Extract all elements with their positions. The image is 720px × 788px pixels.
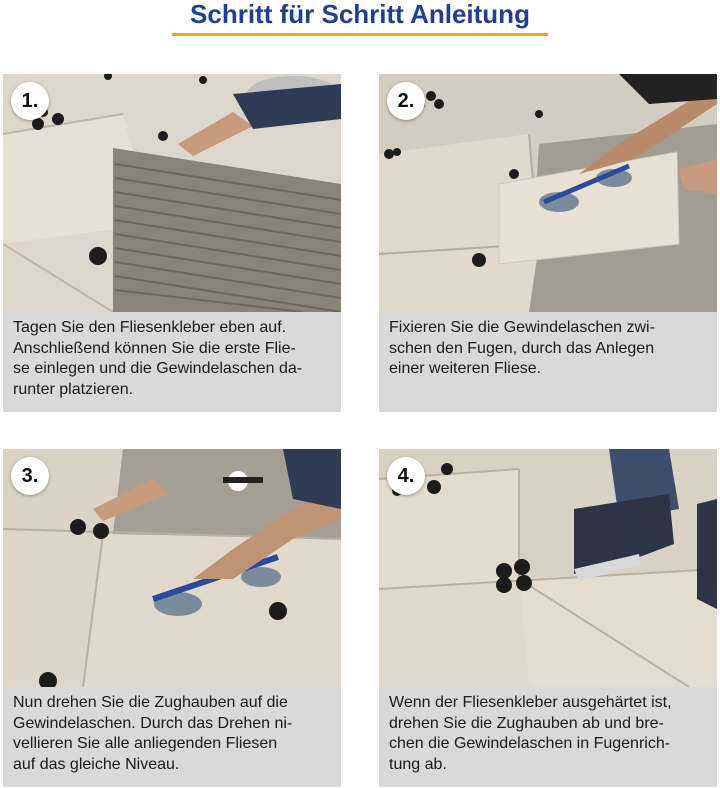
page-title: Schritt für Schritt Anleitung xyxy=(190,0,530,29)
caption-line: vellieren Sie alle anliegenden Fliesen xyxy=(13,735,278,752)
step-3-number-badge: 3. xyxy=(11,457,49,495)
caption-line: chen die Gewindelaschen in Fugenrich- xyxy=(389,735,671,752)
step-3-photo xyxy=(3,449,341,687)
caption-line: auf das gleiche Niveau. xyxy=(13,755,180,773)
caption-line: se einlegen und die Gewindelaschen da- xyxy=(13,360,303,377)
caption-line: tung ab. xyxy=(389,755,447,773)
step-1-caption xyxy=(3,312,341,412)
step-1-illustration xyxy=(3,74,341,312)
step-3 xyxy=(3,449,341,785)
step-1-photo xyxy=(3,74,341,312)
caption-line: Tagen Sie den Fliesenkleber eben auf. xyxy=(13,319,287,336)
step-4-illustration xyxy=(379,449,717,687)
step-3-caption xyxy=(3,687,341,787)
step-2 xyxy=(379,74,717,412)
title-underline xyxy=(172,33,548,36)
step-4-number-badge: 4. xyxy=(387,457,425,495)
step-4-photo xyxy=(379,449,717,687)
step-2-caption xyxy=(379,312,717,412)
step-1 xyxy=(3,74,341,412)
caption-line: Gewindelaschen. Durch das Drehen ni- xyxy=(13,714,293,732)
caption-line: Anschließend können Sie die erste Flie- xyxy=(13,339,296,357)
step-2-illustration xyxy=(379,74,717,312)
step-4-caption xyxy=(379,687,717,787)
caption-line: schen den Fugen, durch das Anlegen xyxy=(389,339,655,357)
caption-line: runter platzieren. xyxy=(13,380,134,398)
step-2-number-badge: 2. xyxy=(387,82,425,120)
step-4 xyxy=(379,449,717,785)
step-3-illustration xyxy=(3,449,341,687)
step-1-number-badge: 1. xyxy=(11,82,49,120)
caption-line: Wenn der Fliesenkleber ausgehärtet ist, xyxy=(389,694,672,711)
caption-line: einer weiteren Fliese. xyxy=(389,360,542,377)
caption-line: Fixieren Sie die Gewindelaschen zwi- xyxy=(389,319,655,336)
step-2-photo xyxy=(379,74,717,312)
caption-line: drehen Sie die Zughauben ab und bre- xyxy=(389,714,664,732)
caption-line: Nun drehen Sie die Zughauben auf die xyxy=(13,694,288,711)
